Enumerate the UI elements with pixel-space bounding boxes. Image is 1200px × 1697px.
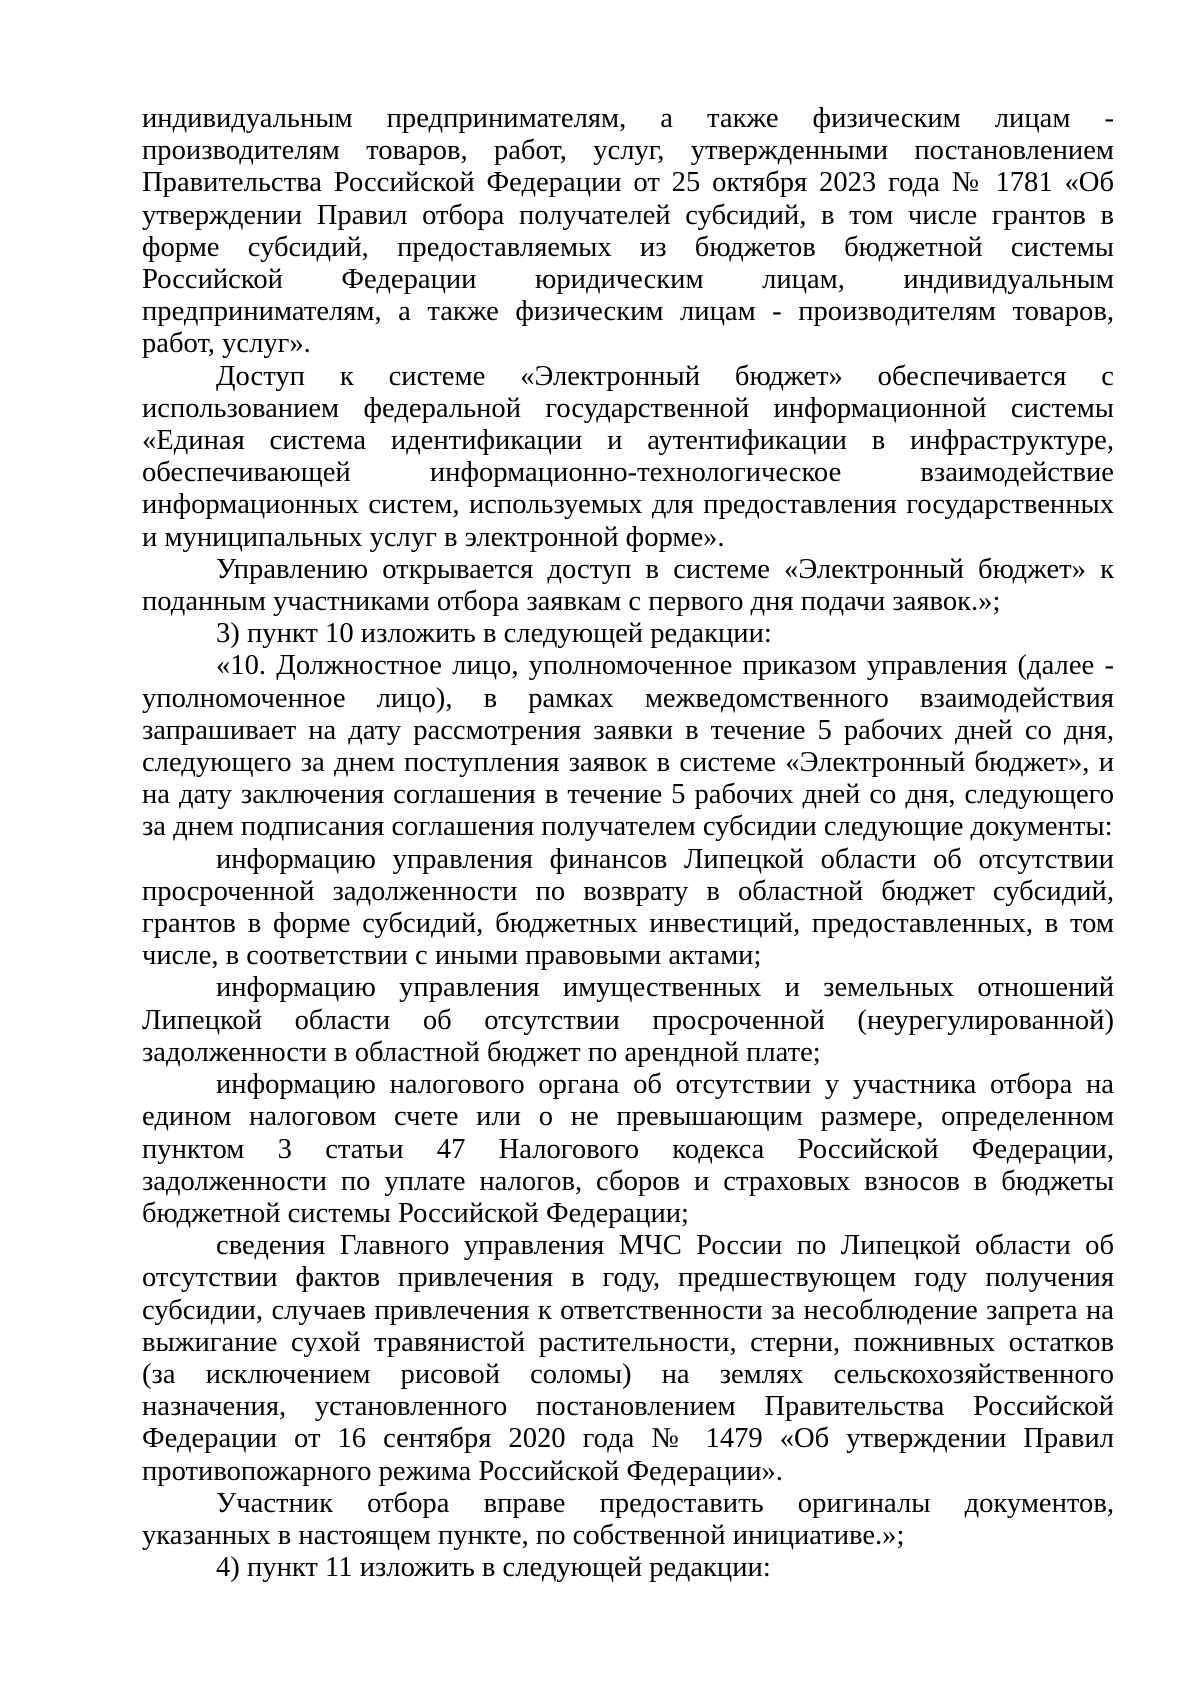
paragraph-property-info: информацию управления имущественных и земельных отношений Липецкой области об отсутствии просроченной (неурегулированной) задолженности в областной бюджет по арендной плате;	[142, 972, 1114, 1068]
paragraph-mchs-info: сведения Главного управления МЧС России по Липецкой области об отсутствии фактов привлечения в году, предшествующем году получения субсидии, случаев привлечения к ответственности за несоблюдение запрета на выжигание сухой травянистой растительности, стерни, пожнивных остатков (за исключением рисовой соломы) на землях сельскохозяйственного назначения, установленного постановлением Правительства Российской Федерации от 16 сентября 2020 года № 1479 «Об утверждении Правил противопожарного режима Российской Федерации».	[142, 1230, 1114, 1487]
paragraph-item-3-heading: 3) пункт 10 изложить в следующей редакции:	[216, 618, 772, 650]
document-body	[142, 103, 1114, 1584]
paragraph-department-access: Управлению открывается доступ в системе «Электронный бюджет» к поданным участниками отбора заявкам с первого дня подачи заявок.»;	[142, 553, 1114, 618]
paragraph-electronic-budget-access: Доступ к системе «Электронный бюджет» обеспечивается с использованием федеральной государственной информационной системы «Единая система идентификации и аутентификации в инфраструктуре, обеспечивающей информационно-технологическое взаимодействие информационных систем, используемых для предоставления государственных и муниципальных услуг в электронной форме».	[142, 360, 1114, 553]
paragraph-item-4-heading: 4) пункт 11 изложить в следующей редакции:	[216, 1552, 771, 1584]
paragraph-originals-right: Участник отбора вправе предоставить оригиналы документов, указанных в настоящем пункте, по собственной инициативе.»;	[142, 1487, 1114, 1551]
paragraph-continuation: индивидуальным предпринимателям, а также физическим лицам - производителям товаров, работ, услуг, утвержденными постановлением Правительства Российской Федерации от 25 октября 2023 года № 1781 «Об утверждении Правил отбора получателей субсидий, в том числе грантов в форме субсидий, предоставляемых из бюджетов бюджетной системы Российской Федерации юридическим лицам, индивидуальным предпринимателям, а также физическим лицам - производителям товаров, работ, услуг».	[142, 103, 1114, 360]
paragraph-item-10-text: «10. Должностное лицо, уполномоченное приказом управления (далее - уполномоченное лицо), в рамках межведомственного взаимодействия запрашивает на дату рассмотрения заявки в течение 5 рабочих дней со дня, следующего за днем поступления заявок в системе «Электронный бюджет», и на дату заключения соглашения в течение 5 рабочих дней со дня, следующего за днем подписания соглашения получателем субсидии следующие документы:	[142, 650, 1114, 843]
paragraph-finance-info: информацию управления финансов Липецкой области об отсутствии просроченной задолженности по возврату в областной бюджет субсидий, грантов в форме субсидий, бюджетных инвестиций, предоставленных, в том числе, в соответствии с иными правовыми актами;	[142, 843, 1114, 972]
paragraph-tax-info: информацию налогового органа об отсутствии у участника отбора на едином налоговом счете или о не превышающим размере, определенном пунктом 3 статьи 47 Налогового кодекса Российской Федерации, задолженности по уплате налогов, сборов и страховых взносов в бюджеты бюджетной системы Российской Федерации;	[142, 1069, 1114, 1229]
